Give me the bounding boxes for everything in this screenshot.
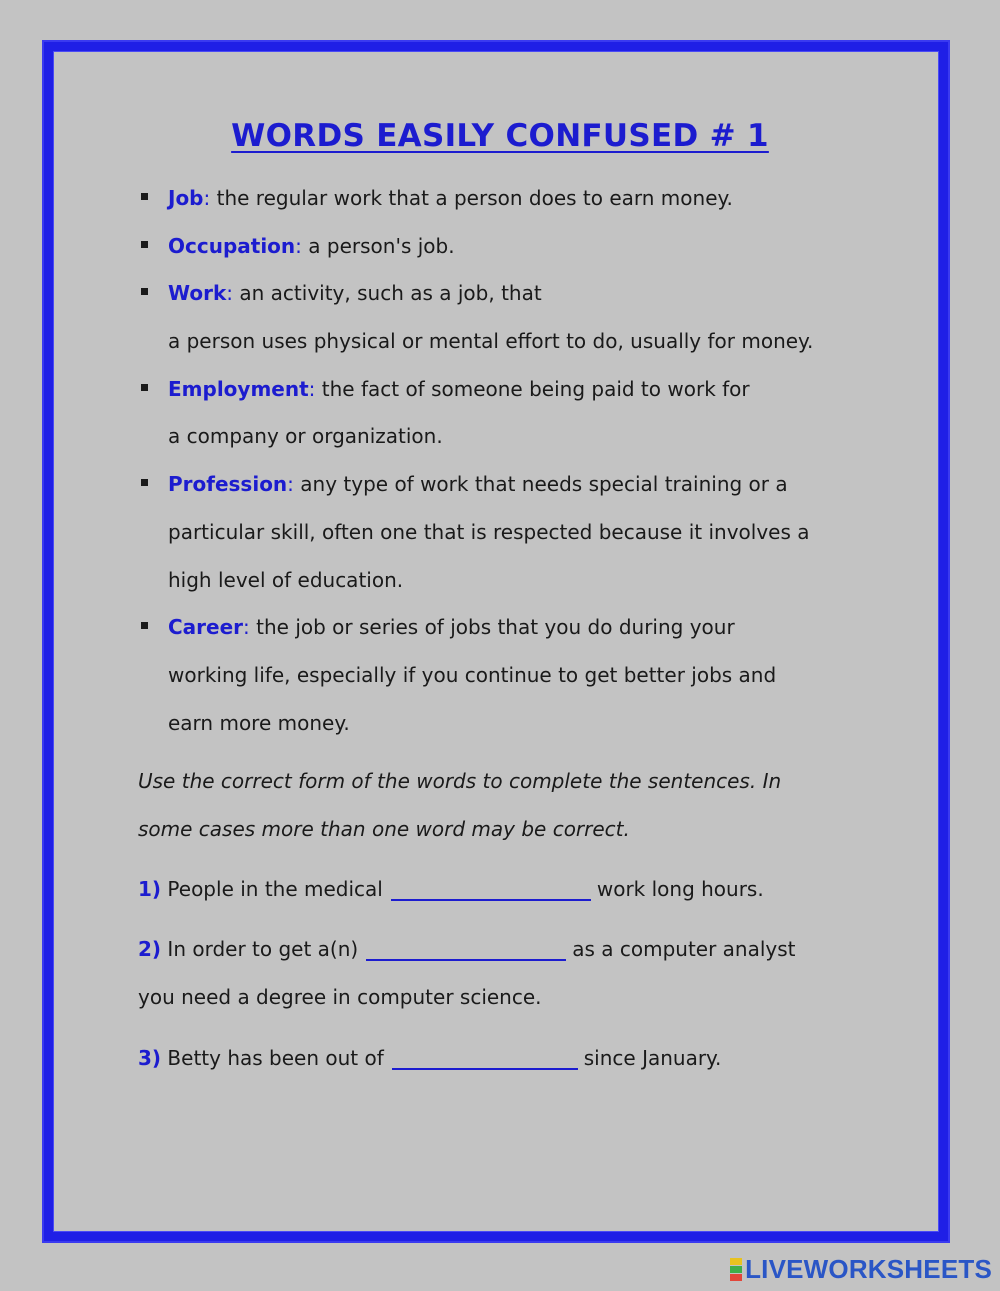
definition-text: the regular work that a person does to earn money. (216, 186, 733, 210)
term: Career (168, 615, 244, 640)
bullet-icon (141, 241, 148, 248)
answer-blank-3[interactable] (392, 1068, 578, 1070)
definition-text: a company or organization. (168, 424, 443, 449)
definition-item: Work: an activity, such as a job, that a person uses physical or mental effort to do, usually for money. (138, 270, 878, 365)
definition-item: Career: the job or series of jobs that you do during your working life, especially if you continue to get better jobs and earn more money. (138, 604, 878, 747)
logo-blocks-icon (730, 1258, 742, 1282)
definition-item: Occupation: a person's job. (138, 223, 878, 271)
bullet-icon (141, 384, 148, 391)
definition-text: earn more money. (168, 710, 350, 735)
bullet-icon (141, 288, 148, 295)
definition-text: any type of work that needs special training or a (300, 472, 788, 497)
question-1: 1) People in the medical work long hours. (138, 877, 764, 901)
definition-item: Employment: the fact of someone being paid to work for a company or organization. (138, 366, 878, 461)
question-3: 3) Betty has been out of since January. (138, 1046, 722, 1070)
definition-text: high level of education. (168, 567, 404, 592)
bullet-icon (141, 193, 148, 200)
answer-blank-1[interactable] (391, 899, 591, 901)
definition-text: the job or series of jobs that you do during your (256, 615, 735, 640)
bullet-icon (141, 479, 148, 486)
definition-text: a person uses physical or mental effort to do, usually for money. (168, 329, 814, 354)
definition-text: an activity, such as a job, that (239, 281, 542, 306)
term: Profession (168, 472, 288, 497)
term: Employment (168, 376, 309, 401)
instructions: Use the correct form of the words to complete the sentences. In some cases more than one word may be correct. (138, 769, 782, 841)
answer-blank-2[interactable] (366, 959, 566, 961)
term: Job (168, 186, 204, 210)
definition-text: working life, especially if you continue to get better jobs and (168, 662, 777, 687)
definition-list (138, 175, 878, 747)
definition-text: particular skill, often one that is respected because it involves a (168, 519, 810, 544)
definition-item: Job: the regular work that a person does to earn money. (138, 175, 878, 223)
definition-text: a person's job. (308, 233, 455, 258)
question-2-continued: you need a degree in computer science. (138, 985, 542, 1009)
question-2: 2) In order to get a(n) as a computer analyst (138, 937, 796, 961)
definition-item: Profession: any type of work that needs special training or a particular skill, often one that is respected because it involves a high level of education. (138, 461, 878, 604)
bullet-icon (141, 622, 148, 629)
definition-text: the fact of someone being paid to work for (321, 376, 750, 401)
liveworksheets-logo: LIVEWORKSHEETS (730, 1254, 992, 1285)
term: Occupation (168, 233, 296, 258)
worksheet-title: WORDS EASILY CONFUSED # 1 (231, 118, 769, 154)
term: Work (168, 281, 227, 306)
